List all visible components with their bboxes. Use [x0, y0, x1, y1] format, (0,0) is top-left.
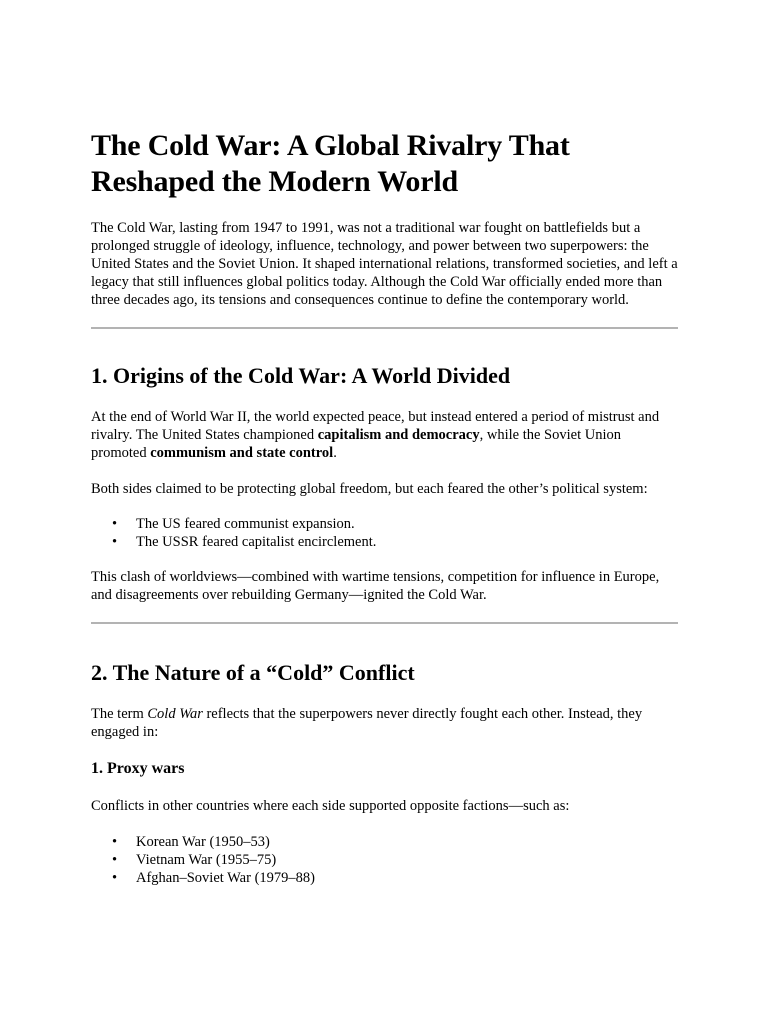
text-run: .: [333, 445, 337, 461]
list-item-text: Korean War (1950–53): [136, 834, 270, 850]
bullet-icon: •: [112, 534, 118, 550]
list-item-text: The USSR feared capitalist encirclement.: [136, 534, 377, 550]
bullet-icon: •: [112, 870, 118, 886]
intro-paragraph: The Cold War, lasting from 1947 to 1991, was not a traditional war fought on battlefields but a prolonged struggle of ideology, influence, technology, and power between two superpowers: the United States and the Soviet Union. It shaped international relations, transformed societies, and left a legacy that still influences global politics today. Although the Cold War officially ended more than three decades ago, its tensions and consequences continue to define the contemporary world.: [91, 220, 678, 308]
list-item: [112, 851, 678, 869]
italic-text: Cold War: [147, 706, 203, 722]
section-divider: [91, 327, 678, 329]
section-1-paragraph-1: [91, 408, 678, 462]
bullet-icon: •: [112, 516, 118, 532]
section-2-paragraph-2: Conflicts in other countries where each side supported opposite factions—such as:: [91, 798, 570, 814]
proxy-wars-subheading: 1. Proxy wars: [91, 760, 185, 777]
section-2-heading: 2. The Nature of a “Cold” Conflict: [91, 660, 415, 685]
bullet-icon: •: [112, 852, 118, 868]
section-2-bullet-list: [91, 833, 678, 887]
bold-text: capitalism and democracy: [317, 427, 480, 443]
text-run: At the end of World War II, the world expected peace, but instead entered a period of mistrust and rivalry. The United States championed: [91, 409, 660, 443]
list-item: [112, 869, 678, 887]
list-item-text: The US feared communist expansion.: [136, 516, 355, 532]
list-item: [112, 533, 678, 551]
section-1-paragraph-2: Both sides claimed to be protecting global freedom, but each feared the other’s political system:: [91, 481, 648, 497]
section-1-heading: 1. Origins of the Cold War: A World Divided: [91, 363, 511, 388]
section-divider: [91, 622, 678, 624]
text-run: The term: [91, 706, 148, 722]
bold-text: communism and state control: [150, 445, 334, 461]
text-run: , while the Soviet Union promoted: [91, 427, 621, 461]
section-1-paragraph-3: This clash of worldviews—combined with wartime tensions, competition for influence in Europe, and disagreements over rebuilding Germany—ignited the Cold War.: [91, 569, 660, 603]
bullet-icon: •: [112, 834, 118, 850]
section-1-bullet-list: [91, 515, 678, 551]
list-item: [112, 833, 678, 851]
list-item-text: Vietnam War (1955–75): [136, 852, 277, 868]
text-run: reflects that the superpowers never directly fought each other. Instead, they engaged in:: [91, 706, 643, 740]
section-2-paragraph-1: [91, 705, 678, 741]
list-item-text: Afghan–Soviet War (1979–88): [136, 870, 315, 886]
page-title: The Cold War: A Global Rivalry That Reshaped the Modern World: [91, 129, 570, 198]
list-item: [112, 515, 678, 533]
